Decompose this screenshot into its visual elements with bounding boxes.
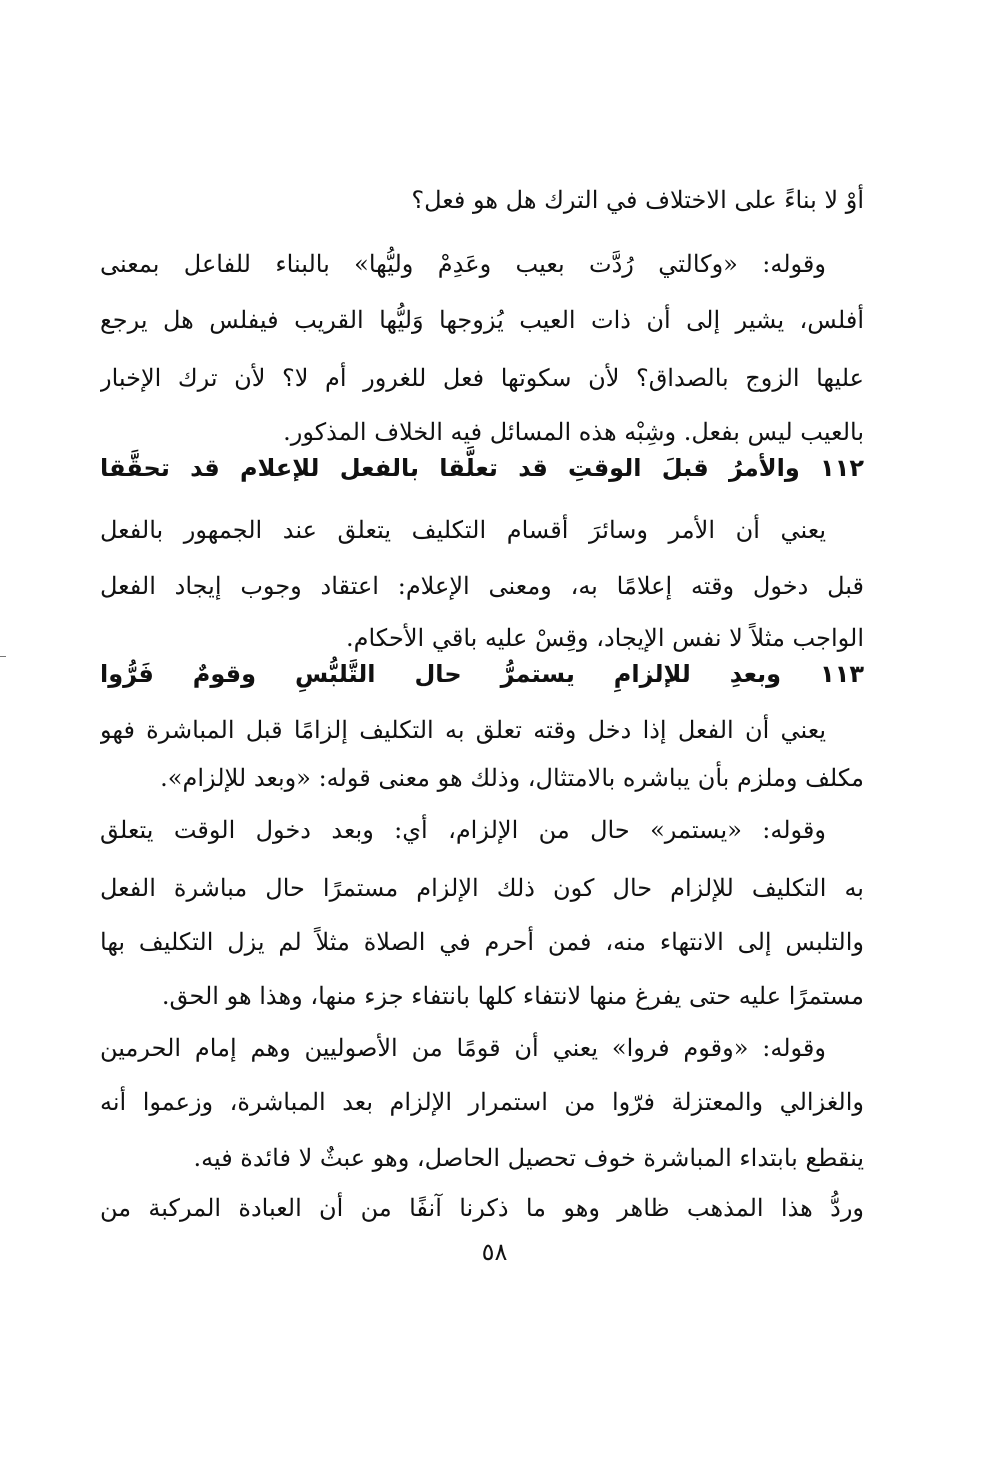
body-text [100, 176, 864, 1222]
text-line: يعني أن الفعل إذا دخل وقته تعلق به التكليف إلزامًا قبل المباشرة فهو [100, 716, 826, 744]
text-line: وردُّ هذا المذهب ظاهر وهو ما ذكرنا آنفًا من أن العبادة المركبة من [100, 1194, 864, 1222]
text-line: وقوله: «يستمر» حال من الإلزام، أي: وبعد دخول الوقت يتعلق [100, 816, 826, 844]
verse-line: ١١٢ والأمرُ قبلَ الوقتِ قد تعلَّقا بالفعل للإعلام قد تحقَّقا [100, 454, 864, 482]
text-line: والغزالي والمعتزلة فرّوا من استمرار الإلزام بعد المباشرة، وزعموا أنه [100, 1088, 864, 1116]
text-line: يعني أن الأمر وسائرَ أقسام التكليف يتعلق عند الجمهور بالفعل [100, 516, 826, 544]
text-line: وقوله: «وقوم فروا» يعني أن قومًا من الأصوليين وهم إمام الحرمين [100, 1034, 826, 1062]
text-line: بالعيب ليس بفعل. وشِبْه هذه المسائل فيه الخلاف المذكور. [283, 418, 864, 446]
text-line: أفلس، يشير إلى أن ذات العيب يُزوجها وَليُّها القريب فيفلس هل يرجع [100, 306, 864, 334]
page-number: ٥٨ [481, 1238, 508, 1266]
text-line: والتلبس إلى الانتهاء منه، فمن أحرم في الصلاة مثلاً لم يزل التكليف بها [100, 928, 864, 956]
text-line: ينقطع بابتداء المباشرة خوف تحصيل الحاصل، وهو عبثٌ لا فائدة فيه. [193, 1144, 864, 1172]
text-line: الواجب مثلاً لا نفس الإيجاد، وقِسْ عليه باقي الأحكام. [345, 624, 864, 652]
text-line: أوْ لا بناءً على الاختلاف في الترك هل هو فعل؟ [411, 186, 864, 214]
text-line: به التكليف للإلزام حال كون ذلك الإلزام مستمرًا حال مباشرة الفعل [100, 874, 864, 902]
text-line: وقوله: «وكالتي رُدَّت بعيب وعَدِمْ وليُّها» بالبناء للفاعل بمعنى [100, 250, 826, 278]
text-line: عليها الزوج بالصداق؟ لأن سكوتها فعل للغرور أم لا؟ لأن ترك الإخبار [100, 364, 864, 392]
margin-mark [0, 656, 6, 657]
text-line: مستمرًا عليه حتى يفرغ منها لانتفاء كلها بانتفاء جزء منها، وهذا هو الحق. [161, 982, 864, 1010]
verse-line: ١١٣ وبعدِ للإلزامِ يستمرُّ حال التَّلبُّسِ وقومٌ فَرُّوا [100, 660, 864, 688]
text-line: قبل دخول وقته إعلامًا به، ومعنى الإعلام: اعتقاد وجوب إيجاد الفعل [100, 572, 864, 600]
text-line: مكلف وملزم بأن يباشره بالامتثال، وذلك هو معنى قوله: «وبعد للإلزام». [160, 764, 864, 792]
